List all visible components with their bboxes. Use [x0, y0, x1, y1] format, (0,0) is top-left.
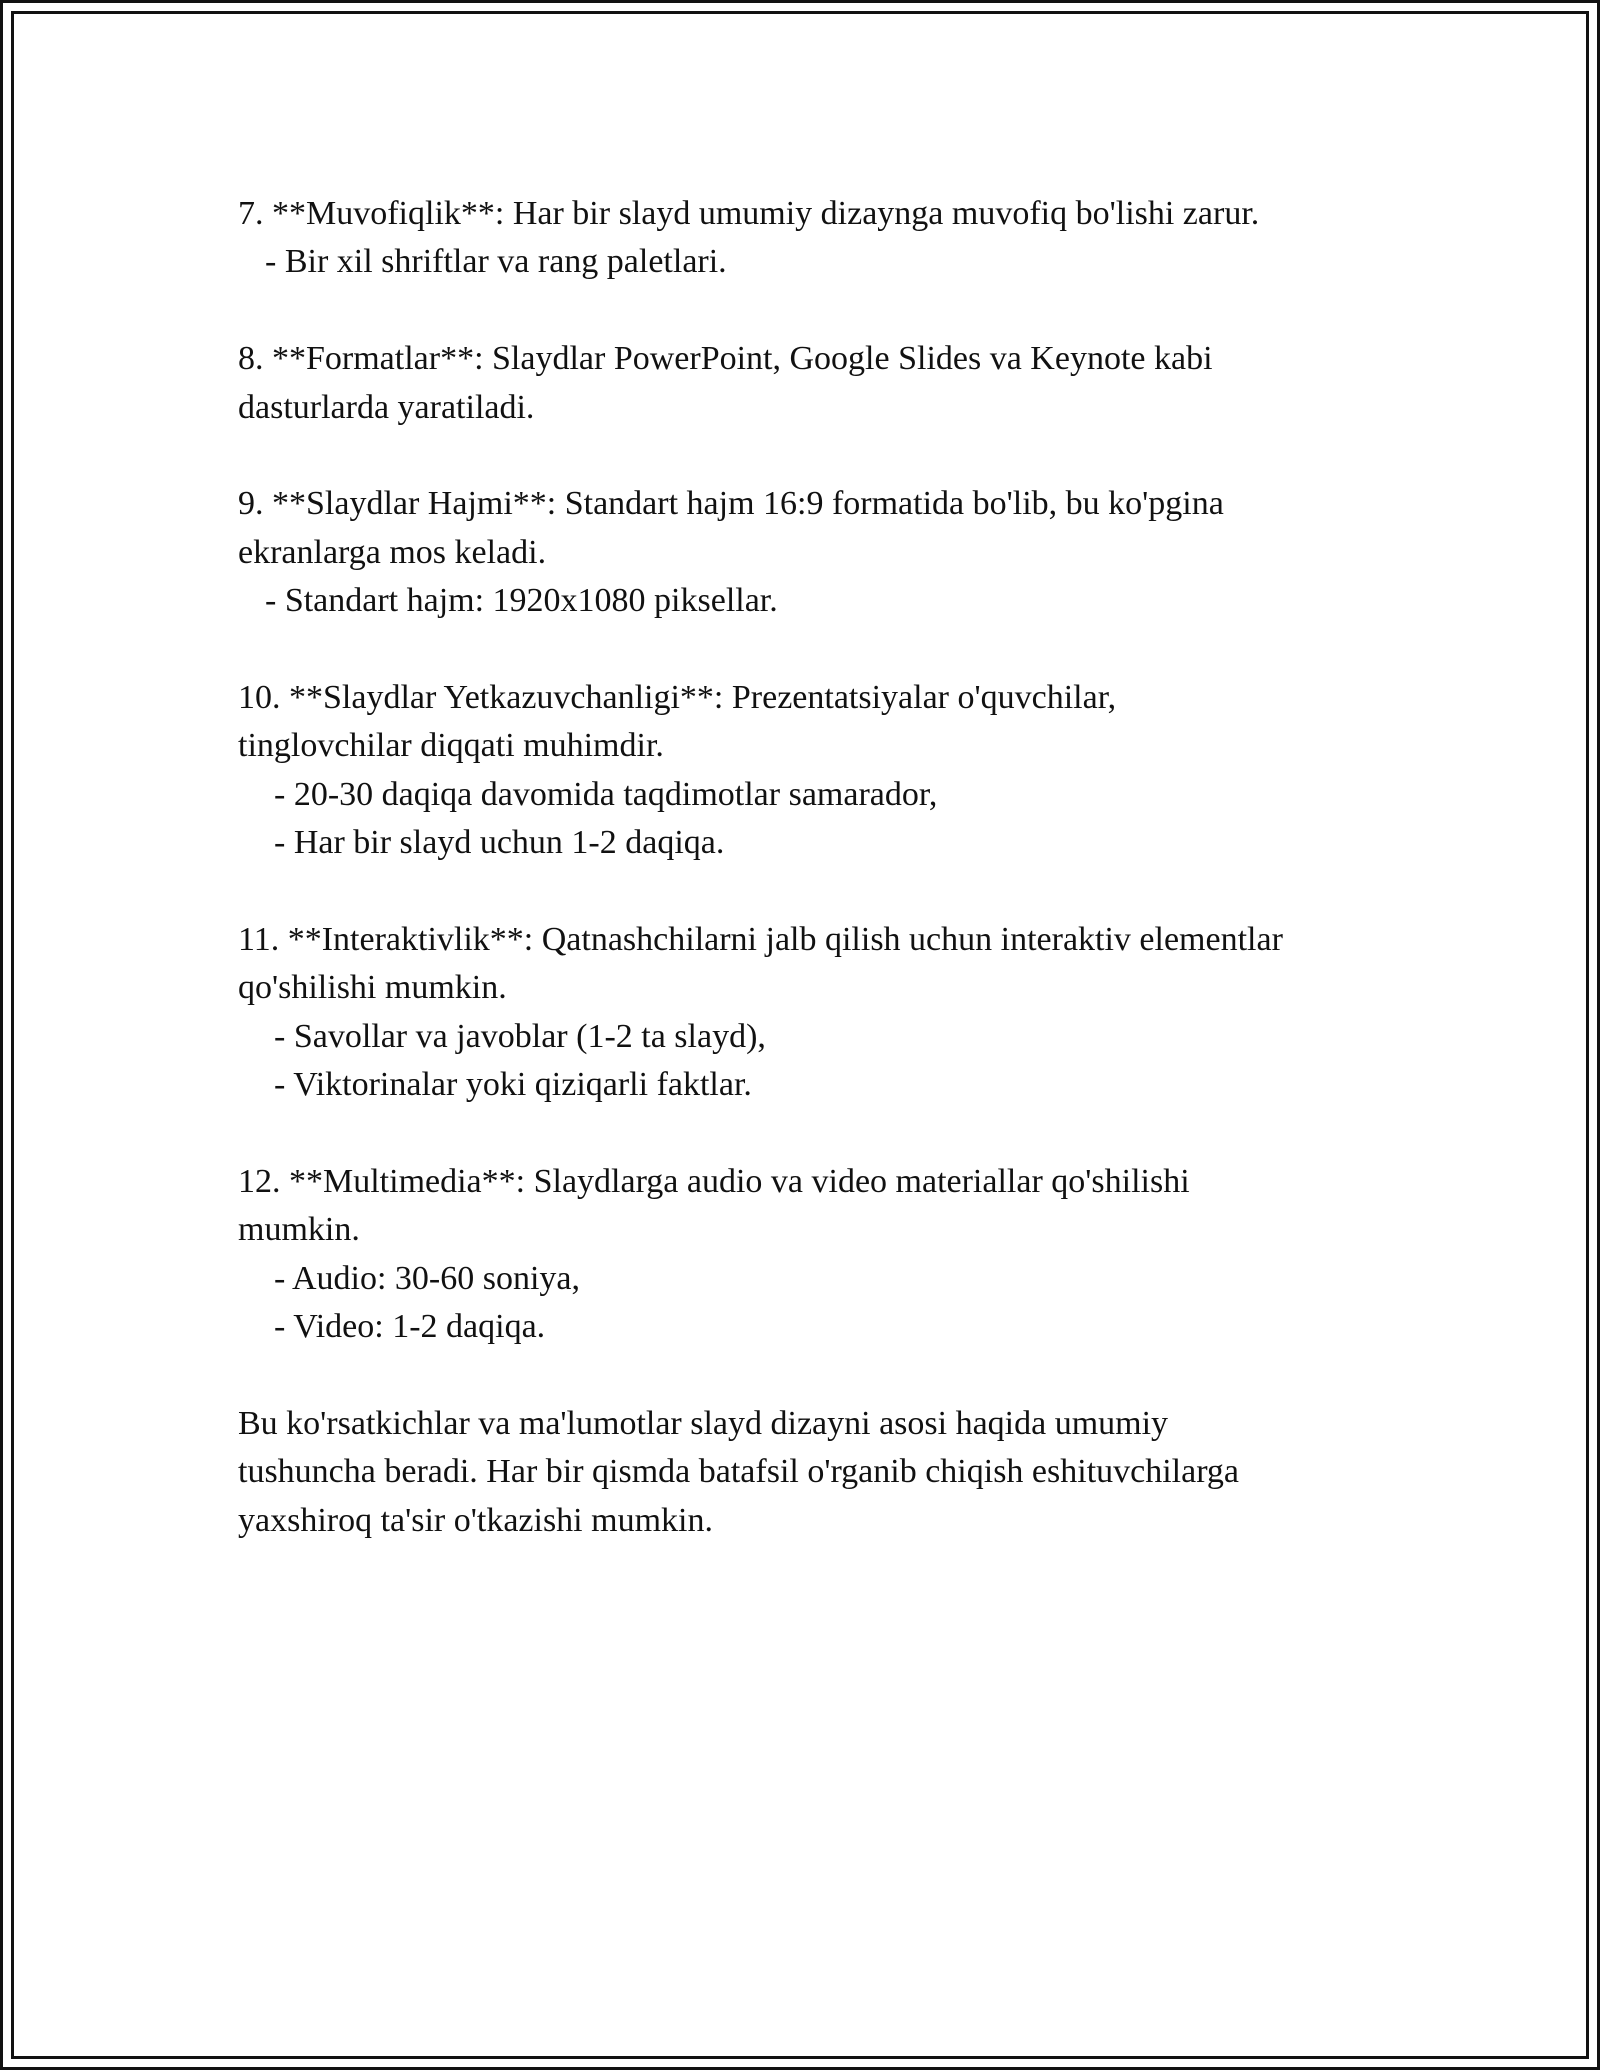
- section-11-interaktivlik: [238, 916, 1388, 1110]
- section-7-line-1: 7. **Muvofiqlik**: Har bir slayd umumiy dizaynga muvofiq bo'lishi zarur.: [238, 195, 1260, 232]
- section-12-multimedia: [238, 1158, 1388, 1352]
- section-9-line-2: ekranlarga mos keladi.: [238, 533, 547, 571]
- section-7-muvofiqlik: [238, 190, 1388, 287]
- section-11-line-2: qo'shilishi mumkin.: [238, 969, 507, 1007]
- section-10-line-1: 10. **Slaydlar Yetkazuvchanligi**: Prezentatsiyalar o'quvchilar,: [238, 679, 1117, 717]
- section-12-line-2: mumkin.: [238, 1211, 360, 1249]
- conclusion-line-1: Bu ko'rsatkichlar va ma'lumotlar slayd dizayni asosi haqida umumiy: [238, 1405, 1169, 1443]
- section-10-line-2: tinglovchilar diqqati muhimdir.: [238, 727, 664, 765]
- conclusion-line-3: yaxshiroq ta'sir o'tkazishi mumkin.: [238, 1501, 713, 1539]
- section-8-line-2: dasturlarda yaratiladi.: [238, 388, 535, 426]
- section-10-bullet-2: - Har bir slayd uchun 1-2 daqiqa.: [274, 824, 725, 862]
- section-10-bullet-1: - 20-30 daqiqa davomida taqdimotlar samarador,: [274, 775, 938, 813]
- section-12-line-1: 12. **Multimedia**: Slaydlarga audio va video materiallar qo'shilishi: [238, 1163, 1190, 1201]
- section-8-line-1: 8. **Formatlar**: Slaydlar PowerPoint, Google Slides va Keynote kabi: [238, 340, 1213, 378]
- section-9-slaydlar-hajmi: [238, 480, 1388, 625]
- section-12-bullet-1: - Audio: 30-60 soniya,: [274, 1259, 580, 1297]
- section-9-line-1: 9. **Slaydlar Hajmi**: Standart hajm 16:9 formatida bo'lib, bu ko'pgina: [238, 485, 1224, 523]
- conclusion-paragraph: [238, 1400, 1388, 1545]
- section-11-line-1: 11. **Interaktivlik**: Qatnashchilarni jalb qilish uchun interaktiv elementlar: [238, 921, 1283, 959]
- section-11-bullet-1: - Savollar va javoblar (1-2 ta slayd),: [274, 1017, 766, 1055]
- section-8-formatlar: [238, 335, 1388, 432]
- document-body: [238, 190, 1388, 1594]
- section-11-bullet-2: - Viktorinalar yoki qiziqarli faktlar.: [274, 1066, 752, 1104]
- conclusion-line-2: tushuncha beradi. Har bir qismda batafsil o'rganib chiqish eshituvchilarga: [238, 1453, 1240, 1491]
- section-7-bullet-1: - Bir xil shriftlar va rang paletlari.: [265, 243, 727, 281]
- section-12-bullet-2: - Video: 1-2 daqiqa.: [274, 1308, 546, 1346]
- section-10-yetkazuvchanlik: [238, 674, 1388, 868]
- section-9-bullet-1: - Standart hajm: 1920x1080 piksellar.: [265, 582, 778, 620]
